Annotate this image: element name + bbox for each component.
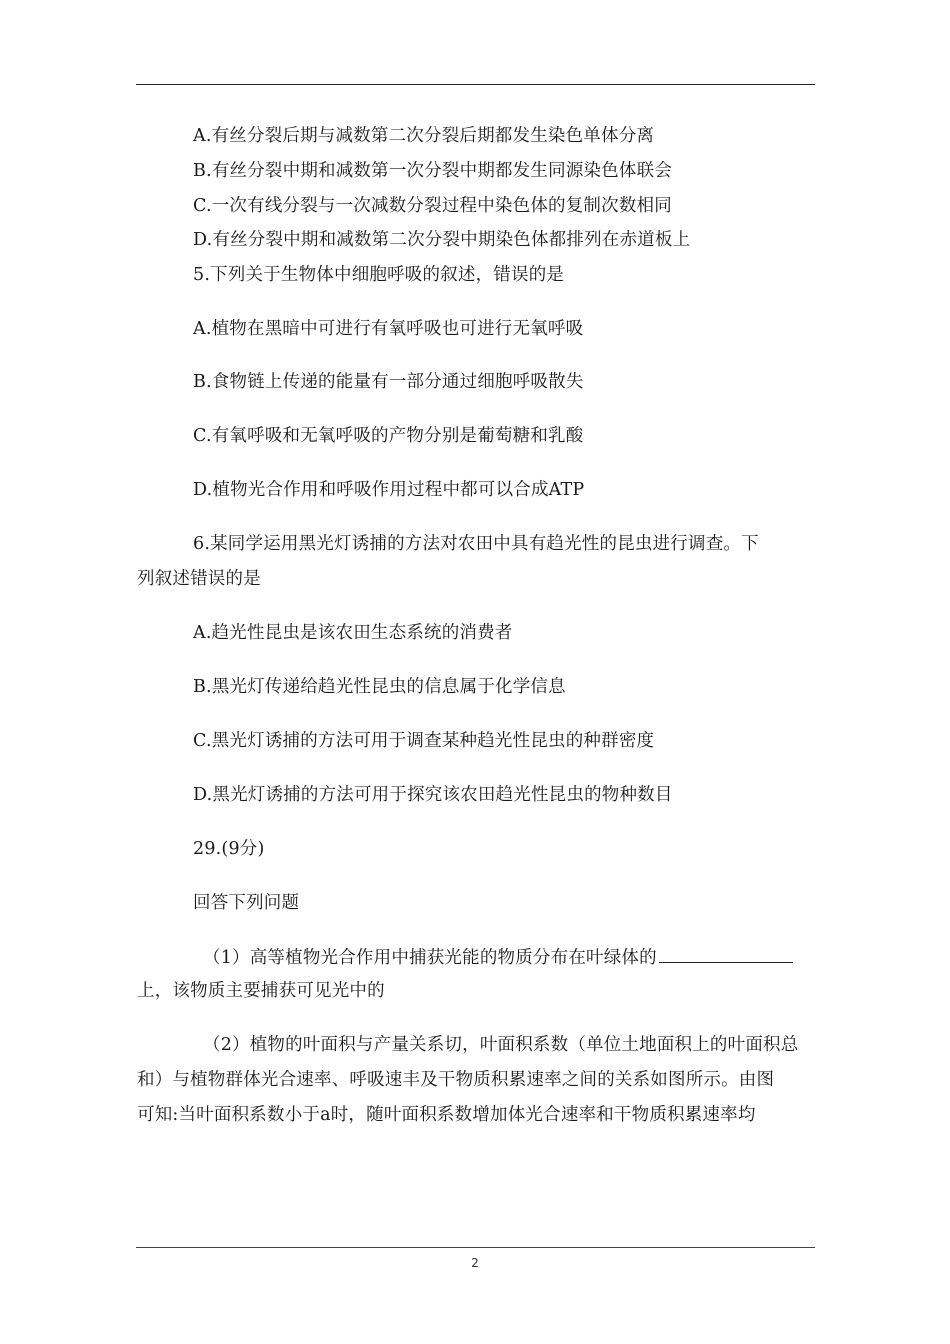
page-number: 2 xyxy=(471,1256,479,1270)
header-rule xyxy=(136,84,815,85)
q29-part1-text: （1）高等植物光合作用中捕获光能的物质分布在叶绿体的 xyxy=(203,948,657,968)
q29-part2-line3: 可知:当叶面积系数小于a时，随叶面积系数增加体光合速率和干物质积累速率均 xyxy=(137,1105,756,1125)
q4-option-a: A.有丝分裂后期与减数第二次分裂后期都发生染色单体分离 xyxy=(193,126,655,146)
q6-option-c: C.黑光灯诱捕的方法可用于调查某种趋光性昆虫的种群密度 xyxy=(193,731,655,751)
q29-part1-line1 xyxy=(203,944,793,970)
footer-rule xyxy=(136,1247,815,1248)
q5-stem: 5.下列关于生物体中细胞呼吸的叙述，错误的是 xyxy=(193,265,565,285)
q5-option-b: B.食物链上传递的能量有一部分通过细胞呼吸散失 xyxy=(193,372,584,392)
q6-stem-line1: 6.某同学运用黑光灯诱捕的方法对农田中具有趋光性的昆虫进行调查。下 xyxy=(193,534,759,554)
q6-stem-line2: 列叙述错误的是 xyxy=(137,569,261,589)
answer-blank xyxy=(659,944,793,963)
q4-option-d: D.有丝分裂中期和减数第二次分裂中期染色体都排列在赤道板上 xyxy=(193,230,691,250)
q29-part2-line2: 和）与植物群体光合速率、呼吸速丰及干物质积累速率之间的关系如图所示。由图 xyxy=(137,1070,775,1090)
q5-option-a: A.植物在黑暗中可进行有氧呼吸也可进行无氧呼吸 xyxy=(193,319,584,339)
q6-option-b: B.黑光灯传递给趋光性昆虫的信息属于化学信息 xyxy=(193,677,566,697)
q5-option-d: D.植物光合作用和呼吸作用过程中都可以合成ATP xyxy=(193,480,585,500)
q29-part1-line2: 上，该物质主要捕获可见光中的 xyxy=(137,981,385,1001)
q4-option-c: C.一次有线分裂与一次减数分裂过程中染色体的复制次数相同 xyxy=(193,196,672,216)
q29-part2-line1: （2）植物的叶面积与产量关系切，叶面积系数（单位土地面积上的叶面积总 xyxy=(203,1035,799,1055)
q29-header: 29.(9分) xyxy=(193,839,265,859)
q4-option-b: B.有丝分裂中期和减数第一次分裂中期都发生同源染色体联会 xyxy=(193,161,673,181)
q6-option-d: D.黑光灯诱捕的方法可用于探究该农田趋光性昆虫的物种数目 xyxy=(193,785,673,805)
q6-option-a: A.趋光性昆虫是该农田生态系统的消费者 xyxy=(193,623,513,643)
q29-intro: 回答下列问题 xyxy=(193,893,300,913)
q5-option-c: C.有氧呼吸和无氧呼吸的产物分别是葡萄糖和乳酸 xyxy=(193,426,584,446)
